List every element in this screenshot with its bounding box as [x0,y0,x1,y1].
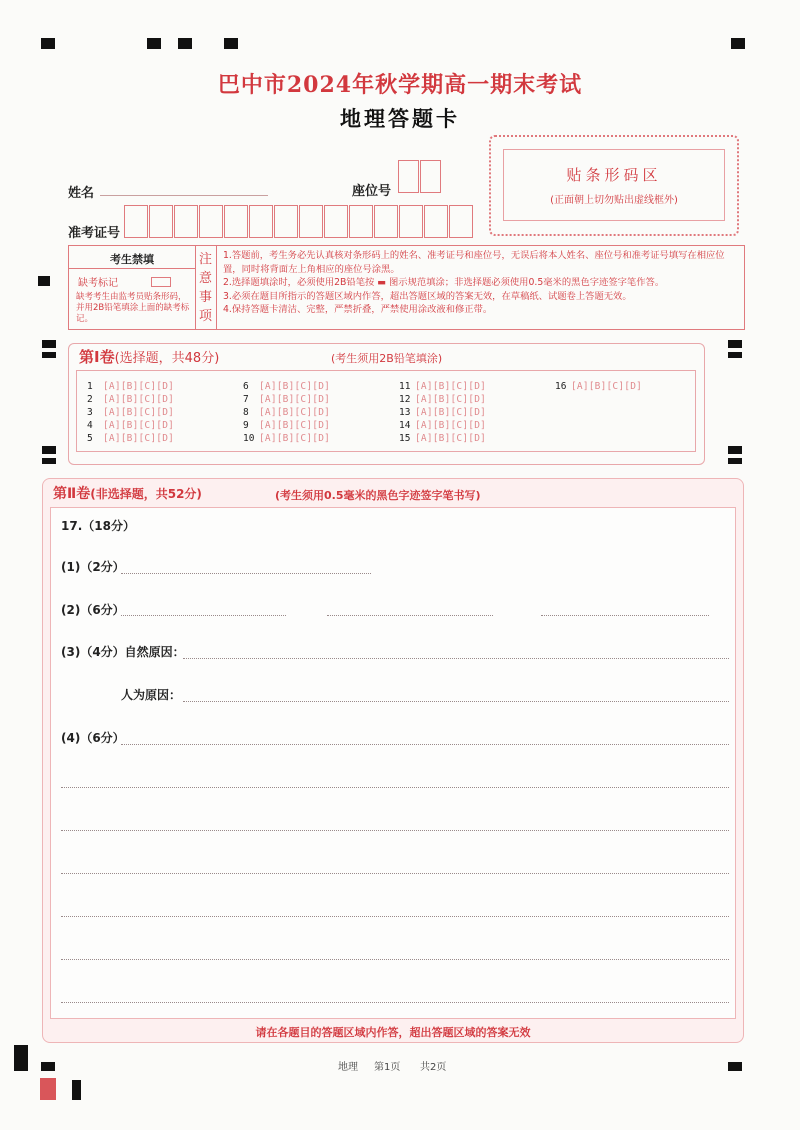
exam-id-digit-box[interactable] [249,205,273,238]
answer-line[interactable] [61,830,729,831]
choice-options[interactable]: [A][B][C][D] [259,420,331,431]
exam-id-digit-box[interactable] [324,205,348,238]
choice-options[interactable]: [A][B][C][D] [571,381,643,392]
registration-mark [728,446,742,454]
choice-question-13[interactable] [399,407,486,418]
answer-line[interactable] [327,615,493,616]
choice-options[interactable]: [A][B][C][D] [415,407,487,418]
choice-number: 12 [399,394,411,405]
seat-number-boxes[interactable] [398,160,442,193]
registration-mark [42,458,56,464]
choice-question-1[interactable] [87,381,174,392]
notice-items [223,249,741,317]
choice-options[interactable]: [A][B][C][D] [103,433,175,444]
choice-question-6[interactable] [243,381,330,392]
answer-line[interactable] [61,1002,729,1003]
choice-question-14[interactable] [399,420,486,431]
seat-digit-box[interactable] [398,160,419,193]
choice-number: 9 [243,420,249,431]
answer-line[interactable] [61,916,729,917]
section-1-title: 第Ⅰ卷(选择题，共48分) [79,348,220,366]
answer-line[interactable] [61,873,729,874]
answer-line[interactable] [121,744,729,745]
registration-mark [731,38,745,49]
choice-options[interactable]: [A][B][C][D] [259,381,331,392]
choice-question-2[interactable] [87,394,174,405]
name-field[interactable] [100,195,268,196]
choice-number: 14 [399,420,411,431]
choice-question-16[interactable] [555,381,642,392]
choice-number: 15 [399,433,411,444]
exam-id-digit-box[interactable] [449,205,473,238]
footer-subject: 地理 [338,1062,358,1073]
choice-options[interactable]: [A][B][C][D] [415,394,487,405]
registration-mark [224,38,238,49]
registration-mark [42,340,56,348]
exam-id-boxes[interactable] [124,205,474,238]
part-3-natural-label: (3)（4分）自然原因： [61,645,185,659]
choice-question-8[interactable] [243,407,330,418]
choice-options[interactable]: [A][B][C][D] [415,381,487,392]
choice-options[interactable]: [A][B][C][D] [415,420,487,431]
answer-line[interactable] [121,573,371,574]
registration-mark [178,38,192,49]
seat-label: 座位号 [352,184,392,199]
card-title: 地理答题卡 [340,107,460,131]
absent-note: 缺考考生由监考员贴条形码，并用2B铅笔填涂上面的缺考标记。 [76,292,190,324]
registration-mark [41,1062,55,1071]
choice-options[interactable]: [A][B][C][D] [259,407,331,418]
choice-number: 16 [555,381,567,392]
notice-item: 1.答题前，考生务必先认真核对条形码上的姓名、准考证号和座位号，无误后将本人姓名、座位号和准考证号填写在相应位置，同时将背面左上角相应的座位号涂黑。 [223,250,725,275]
exam-id-digit-box[interactable] [174,205,198,238]
section-1-note: (考生须用2B铅笔填涂) [331,352,443,365]
choice-question-5[interactable] [87,433,174,444]
part-4-label: (4)（6分） [61,731,125,745]
barcode-area [489,135,739,236]
exam-id-digit-box[interactable] [399,205,423,238]
choice-question-12[interactable] [399,394,486,405]
answer-line[interactable] [61,787,729,788]
registration-mark [72,1080,81,1100]
name-label: 姓名 [68,186,95,201]
choice-number: 2 [87,394,93,405]
absent-mark-box[interactable] [151,277,171,287]
choice-options[interactable]: [A][B][C][D] [103,394,175,405]
barcode-title: 贴条形码区 [566,166,662,184]
choice-number: 1 [87,381,93,392]
footer-total: 共2页 [420,1062,447,1073]
registration-mark [728,340,742,348]
seat-digit-box[interactable] [420,160,441,193]
answer-line[interactable] [183,701,729,702]
choice-number: 7 [243,394,249,405]
choice-number: 8 [243,407,249,418]
choice-options[interactable]: [A][B][C][D] [259,394,331,405]
exam-id-digit-box[interactable] [124,205,148,238]
choice-question-3[interactable] [87,407,174,418]
question-17-label: 17.（18分） [61,519,135,533]
notice-block [68,245,745,330]
answer-line[interactable] [61,959,729,960]
choice-number: 4 [87,420,93,431]
notice-item: 4.保持答题卡清洁、完整，严禁折叠，严禁使用涂改液和修正带。 [223,304,493,316]
choice-question-10[interactable] [243,433,330,444]
choice-options[interactable]: [A][B][C][D] [103,381,175,392]
section-1 [68,343,705,465]
choice-number: 5 [87,433,93,444]
choice-question-11[interactable] [399,381,486,392]
choice-number: 11 [399,381,411,392]
choice-number: 10 [243,433,255,444]
choice-grid [76,370,696,452]
exam-id-digit-box[interactable] [374,205,398,238]
choice-options[interactable]: [A][B][C][D] [103,407,175,418]
forbidden-title: 考生禁填 [110,253,154,266]
exam-id-digit-box[interactable] [424,205,448,238]
notice-item: 2.选择题填涂时，必须使用2B铅笔按 ▬ 图示规范填涂；非选择题必须使用0.5毫米的黑色字迹签字笔作答。 [223,277,665,289]
absent-mark-label: 缺考标记 [78,278,118,289]
registration-mark [42,352,56,358]
registration-mark [42,446,56,454]
exam-id-digit-box[interactable] [199,205,223,238]
notice-item: 3.必须在题目所指示的答题区域内作答，超出答题区域的答案无效，在草稿纸、试题卷上答题无效。 [223,290,632,302]
choice-number: 6 [243,381,249,392]
notice-side-label: 注 意 事 项 [195,246,217,329]
section-2-footer: 请在各题目的答题区域内作答，超出答题区域的答案无效 [255,1026,531,1039]
exam-title: 巴中市2024年秋学期高一期末考试 [217,72,583,98]
choice-options[interactable]: [A][B][C][D] [415,433,487,444]
choice-question-4[interactable] [87,420,174,431]
choice-options[interactable]: [A][B][C][D] [259,433,331,444]
choice-options[interactable]: [A][B][C][D] [103,420,175,431]
forbidden-area [69,246,196,329]
answer-area[interactable] [50,507,736,1019]
barcode-inner-box [503,149,725,221]
section-2-title: 第Ⅱ卷(非选择题，共52分) [53,486,202,502]
registration-mark [41,38,55,49]
exam-id-digit-box[interactable] [224,205,248,238]
exam-id-label: 准考证号 [68,226,121,241]
registration-mark [38,276,50,286]
registration-mark [728,1062,742,1071]
exam-id-digit-box[interactable] [149,205,173,238]
choice-number: 3 [87,407,93,418]
part-2-label: (2)（6分） [61,603,125,617]
registration-mark [147,38,161,49]
section-2 [42,478,744,1043]
footer-page: 第1页 [374,1062,401,1073]
choice-number: 13 [399,407,411,418]
answer-line[interactable] [183,658,729,659]
exam-id-digit-box[interactable] [299,205,323,238]
corner-stamp [40,1078,56,1100]
answer-line[interactable] [121,615,286,616]
answer-line[interactable] [541,615,709,616]
exam-id-digit-box[interactable] [274,205,298,238]
barcode-instruction: (正面朝上切勿贴出虚线框外) [550,195,678,206]
choice-question-15[interactable] [399,433,486,444]
part-3-human-label: 人为原因： [121,688,182,702]
section-2-note: (考生须用0.5毫米的黑色字迹签字笔书写) [275,489,481,502]
registration-mark [728,458,742,464]
choice-question-9[interactable] [243,420,330,431]
choice-question-7[interactable] [243,394,330,405]
registration-mark [14,1045,28,1071]
part-1-label: (1)（2分） [61,560,125,574]
exam-id-digit-box[interactable] [349,205,373,238]
registration-mark [728,352,742,358]
